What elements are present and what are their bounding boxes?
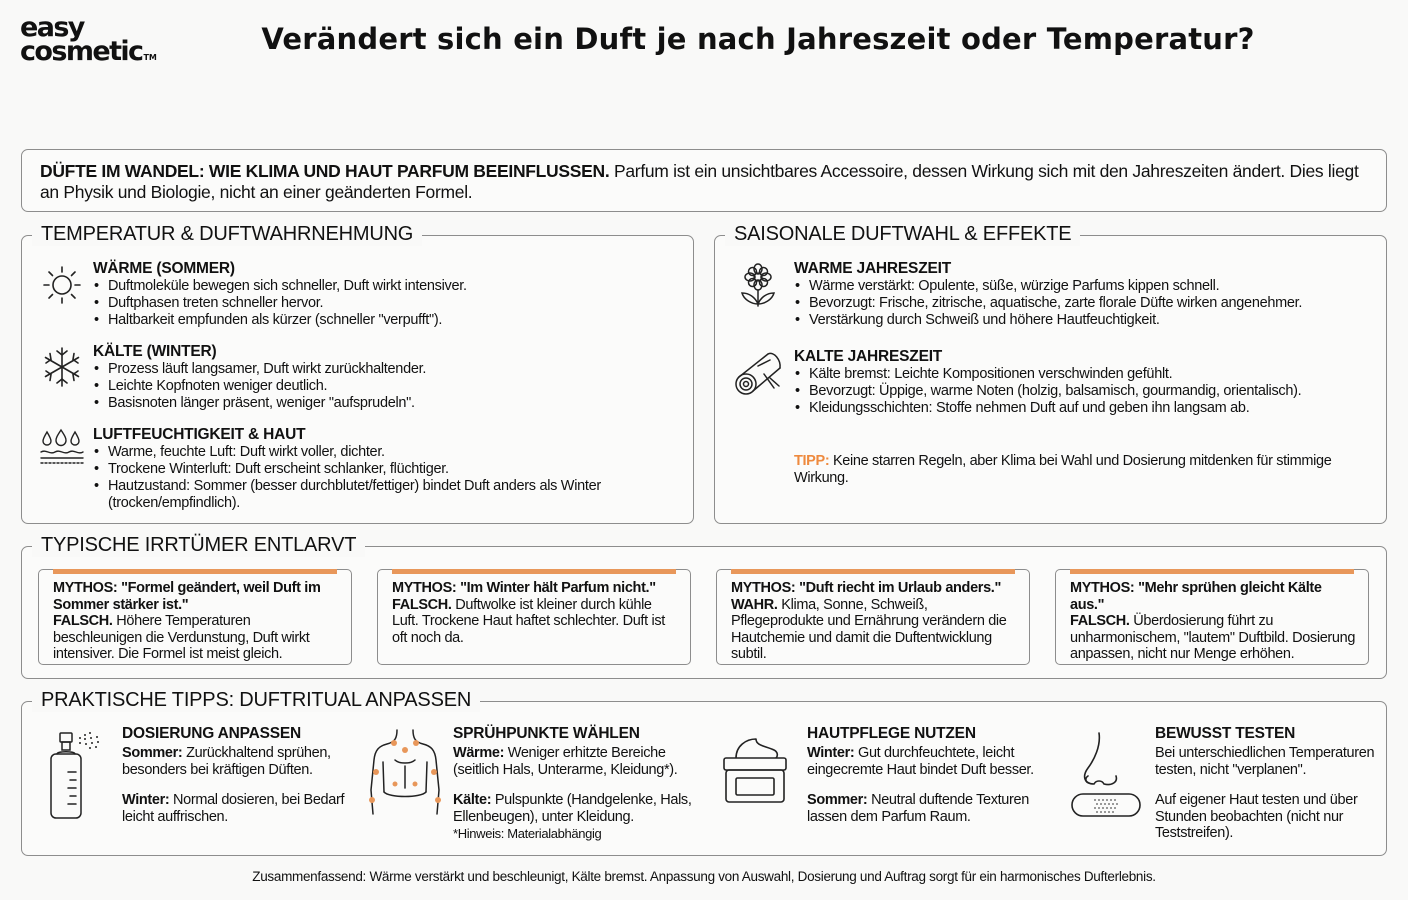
brand-logo-line2	[20, 36, 157, 67]
tip-note: *Hinweis: Materialabhängig	[453, 826, 602, 841]
tip-label: TIPP:	[794, 453, 830, 469]
myth-statement: MYTHOS: "Im Winter hält Parfum nicht."	[392, 580, 656, 596]
myth-explanation: Klima, Sonne, Schweiß, Pflegeprodukte und Ernährung verändern die Hautchemie und damit die Duftentwicklung subtil.	[731, 596, 1007, 662]
tip-paragraph-label: Sommer:	[122, 745, 183, 761]
tip-heading: BEWUSST TESTEN	[1155, 725, 1296, 742]
bullet-item: • Prozess läuft langsamer, Duft wirkt zurückhaltender.	[93, 361, 683, 378]
temperature-item-warm	[93, 259, 683, 329]
myth-card	[38, 569, 352, 665]
seasonal-item-warm	[794, 259, 1374, 329]
summary-text: Zusammenfassend: Wärme verstärkt und beschleunigt, Kälte bremst. Anpassung von Auswahl, Dosierung und Auftrag sorgt für ein harmonisches Dufterlebnis.	[252, 869, 1156, 884]
bullet-list	[794, 278, 1374, 329]
myth-explanation: Höhere Temperaturen beschleunigen die Verdunstung, Duft wirkt intensiver. Die Formel ist meist gleich.	[53, 613, 310, 662]
brand-logo-line1: easy	[20, 12, 84, 43]
temperature-item-heading: LUFTFEUCHTIGKEIT & HAUT	[93, 426, 306, 443]
temperature-item-heading: WÄRME (SOMMER)	[93, 260, 235, 277]
temperature-section	[21, 223, 694, 524]
bullet-item: • Basisnoten länger präsent, weniger "aufsprudeln".	[93, 395, 683, 412]
bullet-list	[93, 278, 683, 329]
myth-card	[377, 569, 691, 665]
tip-heading: DOSIERUNG ANPASSEN	[122, 725, 301, 742]
myths-section-title: TYPISCHE IRRTÜMER ENTLARVT	[32, 533, 365, 557]
tip-paragraph-text: Auf eigener Haut testen und über Stunden beobachten (nicht nur Teststreifen).	[1155, 792, 1358, 841]
brand-logo-text: cosmetic	[20, 36, 143, 67]
sun-icon	[41, 264, 83, 306]
snowflake-icon	[41, 346, 83, 388]
myth-card	[1055, 569, 1369, 665]
bullet-item: • Trockene Winterluft: Duft erscheint schlanker, flüchtiger.	[93, 461, 613, 478]
wood-log-icon	[734, 348, 784, 398]
temperature-item-humidity	[93, 425, 613, 512]
tip-paragraph-label: Sommer:	[807, 792, 868, 808]
bullet-item: • Bevorzugt: Üppige, warme Noten (holzig, balsamisch, gourmandig, orientalisch).	[794, 383, 1374, 400]
tip-paragraph	[122, 745, 357, 778]
nose-test-strip-icon	[1068, 730, 1142, 820]
myth-verdict: FALSCH.	[1070, 613, 1130, 629]
myth-verdict: WAHR.	[731, 596, 778, 613]
tip-paragraph-label: Winter:	[122, 792, 170, 808]
tip-paragraph	[807, 792, 1047, 825]
tip-dosage	[122, 725, 357, 825]
seasonal-item-cold	[794, 347, 1374, 417]
tip-paragraph-text: Neutral duftende Texturen lassen dem Parfum Raum.	[807, 792, 1029, 825]
body-pulse-points-icon	[365, 728, 445, 822]
humidity-skin-icon	[39, 428, 85, 468]
bullet-item: • Bevorzugt: Frische, zitrische, aquatische, zarte florale Düfte wirken angenehmer.	[794, 295, 1374, 312]
spray-bottle-icon	[46, 730, 104, 822]
myth-statement: MYTHOS: "Formel geändert, weil Duft im Sommer stärker ist."	[53, 580, 321, 613]
bullet-item: • Haltbarkeit empfunden als kürzer (schneller "verpufft").	[93, 312, 683, 329]
myth-statement: MYTHOS: "Duft riecht im Urlaub anders."	[731, 580, 1001, 596]
bullet-list	[93, 444, 613, 512]
temperature-section-title: TEMPERATUR & DUFTWAHRNEHMUNG	[32, 222, 422, 246]
seasonal-item-heading: WARME JAHRESZEIT	[794, 260, 951, 277]
myth-statement: MYTHOS: "Mehr sprühen gleicht Kälte aus."	[1070, 580, 1322, 613]
myth-card-accent	[1070, 569, 1354, 574]
bullet-list	[794, 366, 1374, 417]
bullet-item: • Leichte Kopfnoten weniger deutlich.	[93, 378, 683, 395]
page-title: Verändert sich ein Duft je nach Jahreszeit oder Temperatur?	[261, 22, 1255, 56]
bullet-item: • Duftphasen treten schneller hervor.	[93, 295, 683, 312]
myth-verdict: FALSCH.	[53, 613, 113, 629]
tip-paragraph-text: Zurückhaltend sprühen, besonders bei kräftigen Düften.	[122, 745, 331, 778]
trademark: TM	[143, 53, 157, 62]
tip-paragraph	[807, 745, 1047, 778]
temperature-item-cold	[93, 342, 683, 412]
bullet-item: • Kleidungsschichten: Stoffe nehmen Duft auf und geben ihn langsam ab.	[794, 400, 1374, 417]
flower-icon	[736, 262, 780, 308]
seasonal-section	[714, 223, 1387, 524]
bullet-item: • Hautzustand: Sommer (besser durchblutet/fettiger) bindet Duft anders als Winter (trocken/empfindlich).	[93, 478, 613, 512]
tip-paragraph-label: Winter:	[807, 745, 855, 761]
tip-paragraph	[1155, 745, 1377, 778]
bullet-item: • Wärme verstärkt: Opulente, süße, würzige Parfums kippen schnell.	[794, 278, 1374, 295]
intro-text: Parfum ist ein unsichtbares Accessoire, dessen Wirkung sich mit den Jahreszeiten ändert. Dies liegt an Physik und Biologie, nicht an einer geänderten Formel.	[40, 161, 1359, 202]
tip-heading: HAUTPFLEGE NUTZEN	[807, 725, 976, 742]
tip-skincare	[807, 725, 1047, 825]
tip-spray-points	[453, 725, 703, 843]
tip-paragraph-text: Pulspunkte (Handgelenke, Hals, Ellenbeugen), unter Kleidung.	[453, 792, 692, 825]
tip-heading: SPRÜHPUNKTE WÄHLEN	[453, 725, 640, 742]
myth-card-accent	[392, 569, 676, 574]
tip-paragraph	[1155, 792, 1377, 842]
seasonal-item-heading: KALTE JAHRESZEIT	[794, 348, 943, 365]
bullet-item: • Kälte bremst: Leichte Kompositionen verschwinden gefühlt.	[794, 366, 1374, 383]
seasonal-section-title: SAISONALE DUFTWAHL & EFFEKTE	[725, 222, 1080, 246]
tips-section-title: PRAKTISCHE TIPPS: DUFTRITUAL ANPASSEN	[32, 688, 480, 712]
bullet-list	[93, 361, 683, 412]
bullet-item: • Duftmoleküle bewegen sich schneller, Duft wirkt intensiver.	[93, 278, 683, 295]
tip-paragraph-text: Gut durchfeuchtete, leicht eingecremte Haut bindet Duft besser.	[807, 745, 1034, 778]
bullet-item: • Verstärkung durch Schweiß und höhere Hautfeuchtigkeit.	[794, 312, 1374, 329]
seasonal-tip	[794, 453, 1354, 486]
tip-testing	[1155, 725, 1377, 842]
tip-paragraph	[453, 745, 703, 778]
myth-card-accent	[731, 569, 1015, 574]
temperature-item-heading: KÄLTE (WINTER)	[93, 343, 217, 360]
cream-jar-icon	[720, 736, 792, 806]
myth-explanation: Duftwolke ist kleiner durch kühle Luft. Trockene Haut haftet schlechter. Duft ist oft noch da.	[392, 596, 665, 646]
myth-card-accent	[53, 569, 337, 574]
tip-paragraph-text: Normal dosieren, bei Bedarf leicht auffrischen.	[122, 792, 345, 825]
tip-paragraph	[122, 792, 357, 825]
myth-explanation: Überdosierung führt zu unharmonischem, "lautem" Duftbild. Dosierung anpassen, nicht nur Menge erhöhen.	[1070, 613, 1356, 662]
tip-text: Keine starren Regeln, aber Klima bei Wahl und Dosierung mitdenken für stimmige Wirkung.	[794, 453, 1332, 486]
tip-paragraph-text: Bei unterschiedlichen Temperaturen testen, nicht "verplanen".	[1155, 745, 1375, 778]
tip-paragraph-label: Wärme:	[453, 745, 505, 761]
tip-paragraph-text: Weniger erhitzte Bereiche (seitlich Hals, Unterarme, Kleidung*).	[453, 745, 678, 778]
bullet-item: • Warme, feuchte Luft: Duft wirkt voller, dichter.	[93, 444, 613, 461]
myth-verdict: FALSCH.	[392, 596, 452, 613]
brand-logo	[20, 12, 157, 67]
intro-heading: DÜFTE IM WANDEL: WIE KLIMA UND HAUT PARFUM BEEINFLUSSEN.	[40, 161, 610, 181]
tip-paragraph	[453, 792, 703, 825]
intro-box	[21, 149, 1387, 212]
myth-card	[716, 569, 1030, 665]
tip-paragraph-label: Kälte:	[453, 792, 492, 808]
